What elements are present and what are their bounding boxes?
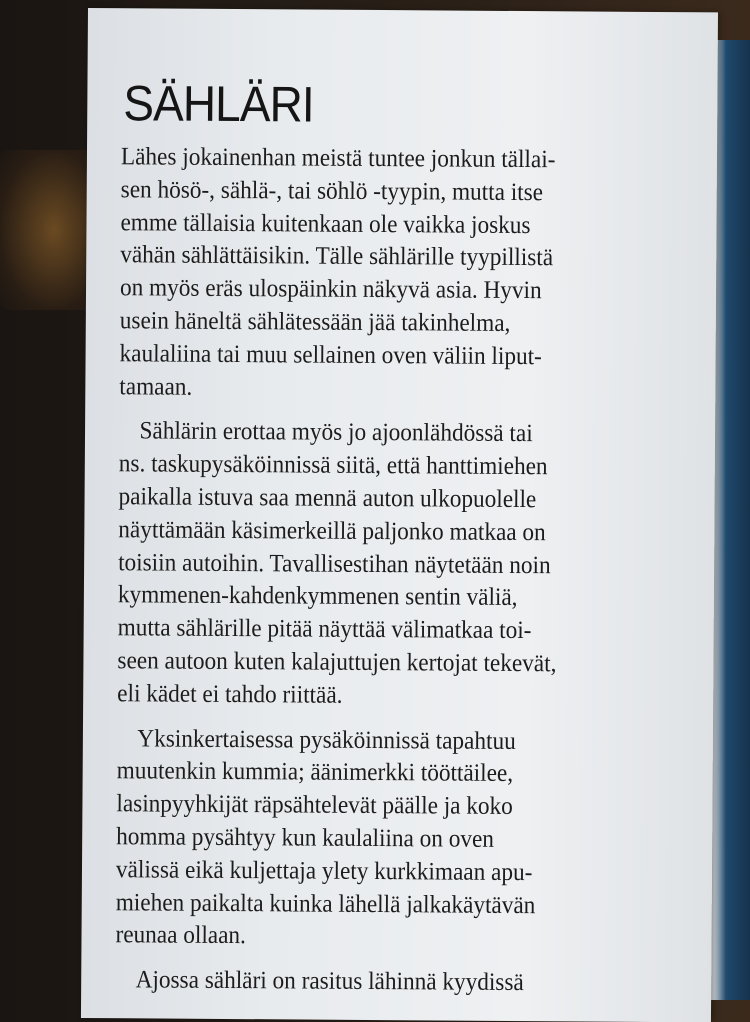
paragraph [115, 723, 589, 956]
text-line: ns. taskupysäköinnissä siitä, että hanttimiehen [118, 450, 548, 481]
background-light [0, 150, 90, 310]
text-line: miehen paikalta kuinka lähellä jalkakäytävän [115, 888, 536, 919]
text-line: Ajossa sählärі on rasitus lähinnä kyydissä [135, 966, 524, 997]
article-body [115, 141, 593, 1012]
text-line: toisiin autoihin. Tavallisestihan näytetään noin [118, 548, 551, 579]
text-line: kaulaliina tai muu sellainen oven väliin liput- [119, 340, 542, 370]
paragraph [119, 141, 593, 407]
text-line: seen autoon kuten kalajuttujen kertojat tekevät, [117, 647, 557, 678]
text-line: lasinpyyhkijät räpsähtelevät päälle ja koko [116, 790, 513, 821]
text-line: kymmenen-kahdenkymmenen sentin väliä, [117, 581, 518, 612]
text-line: Yksinkertaisessa pysäköinnissä tapahtuu [137, 724, 516, 755]
paragraph [115, 964, 587, 1000]
text-line: Sählärin erottaa myös jo ajoonlähdössä tai [139, 417, 533, 448]
text-line: muutenkin kummia; äänimerkki tööttäilee, [116, 757, 514, 788]
text-line: homma pysähtyy kun kaulaliina on oven [116, 823, 495, 853]
text-line: eli kädet ei tahdo riittää. [117, 679, 343, 709]
text-line: paikalla istuva saa mennä auton ulkopuolelle [118, 483, 537, 514]
text-line: sen hösö-, sählä-, tai söhlö -tyypin, mutta itse [120, 176, 544, 206]
text-line: mutta sählärille pitää näyttää välimatkaa toi- [117, 614, 532, 645]
text-line: reunaa ollaan. [115, 921, 247, 950]
text-line: emme tällaisia kuitenkaan ole vaikka joskus [120, 208, 531, 239]
article-title: SÄHLÄRI [123, 75, 314, 133]
text-line: Lähes jokainenhan meistä tuntee jonkun tällai- [120, 143, 556, 174]
text-line: vähän sählättäisikin. Tälle sählärille tyypillistä [120, 241, 554, 272]
text-line: näyttämään käsimerkeillä paljonko matkaa on [118, 515, 546, 546]
book-page [81, 8, 718, 1022]
text-line: välissä eikä kuljettaja ylety kurkkimaan apu- [115, 855, 533, 886]
text-line: tamaan. [119, 372, 193, 401]
paragraph [117, 416, 591, 714]
text-line: on myös eräs ulospäinkin näkyvä asia. Hyvin [119, 274, 542, 305]
text-line: usein häneltä sählätessään jää takinhelma, [119, 307, 511, 337]
